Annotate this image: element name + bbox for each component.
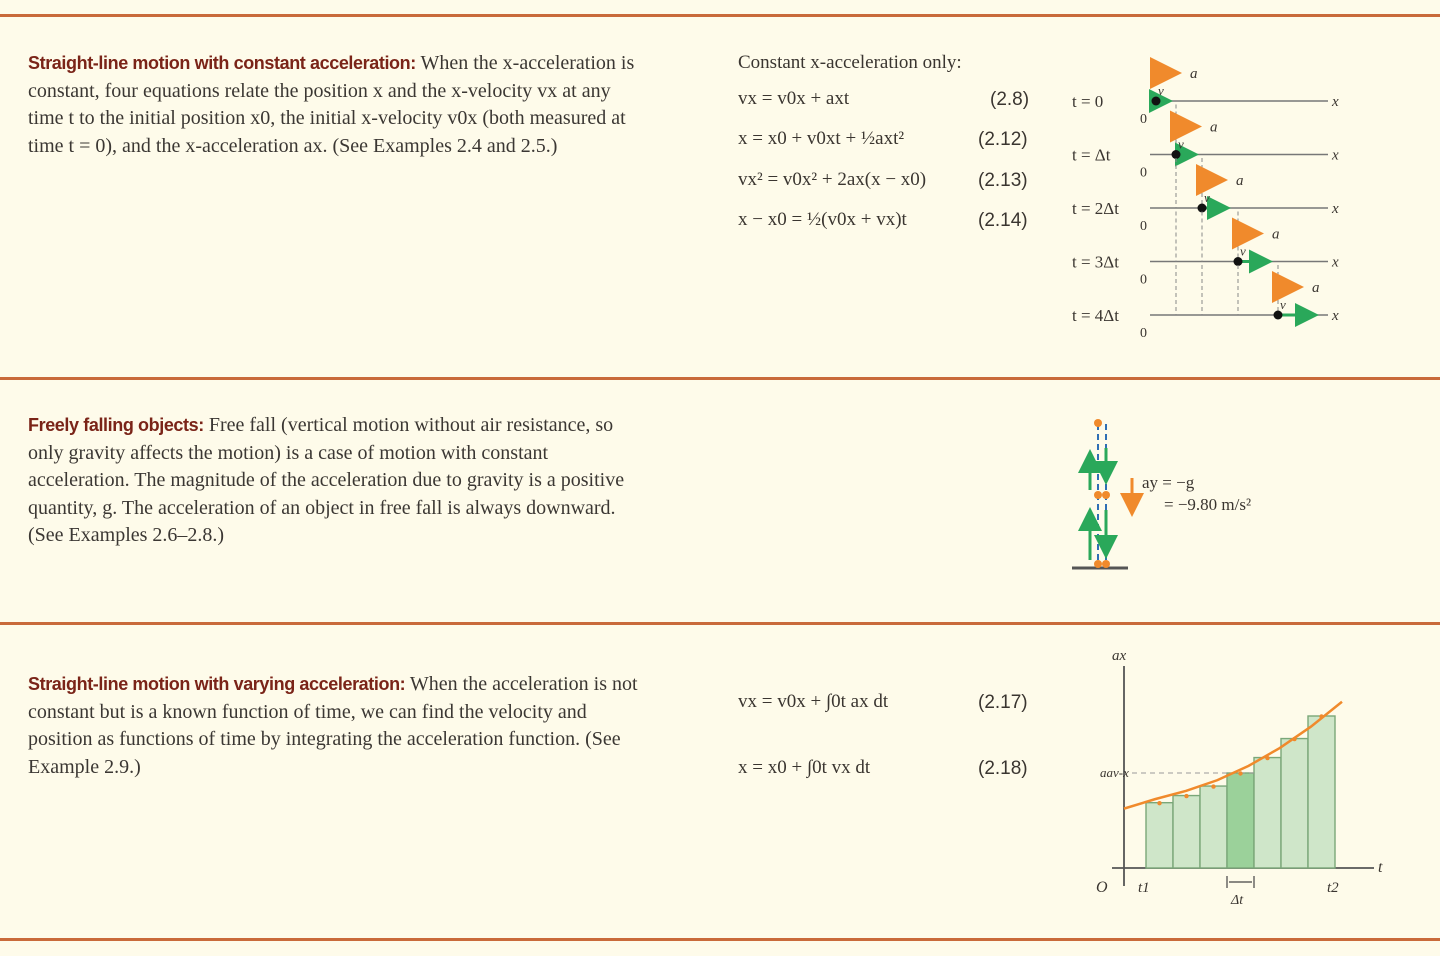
section-free-fall [0, 380, 1440, 622]
equation-2-17: vx = v0x + ∫0t ax dt [738, 691, 889, 712]
origin-label: O [1096, 879, 1108, 896]
dt-label: Δt [1231, 893, 1244, 908]
equation-number-2-14: (2.14) [978, 210, 1028, 231]
bar [1200, 786, 1227, 868]
section-heading: Straight-line motion with varying acceleration: [28, 674, 406, 694]
bar [1227, 773, 1254, 868]
ball-down [1102, 491, 1110, 499]
row-axis-label: x [1332, 201, 1339, 217]
row-time-label: t = 2Δt [1072, 199, 1119, 218]
bar-sample-point [1238, 771, 1242, 775]
particle [1152, 97, 1161, 106]
average-label: aav-x [1100, 765, 1129, 780]
bar [1308, 716, 1335, 868]
acceleration-graph [1080, 625, 1383, 915]
section-constant-acceleration [0, 0, 1440, 377]
velocity-label: v [1158, 83, 1164, 98]
equation-number-2-12: (2.12) [978, 129, 1028, 150]
section-body: When the x-acceleration is constant, four equations relate the position x and the x-velocity vx at any time t to the initial position x0, the initial x-velocity v0x (both measured at time t = 0), and the x-acceleration ax. (See Examples 2.4 and 2.5.) [28, 52, 635, 157]
gravity-label-1: ay = −g [1142, 473, 1195, 492]
row-origin-label: 0 [1140, 326, 1147, 341]
row-axis-label: x [1332, 254, 1339, 271]
bar-sample-point [1319, 714, 1323, 718]
equation-number-2-8: (2.8) [990, 89, 1030, 110]
t2-label: t2 [1327, 880, 1339, 896]
section-heading: Straight-line motion with constant acceleration: [28, 53, 416, 73]
acceleration-label: a [1272, 226, 1280, 243]
y-axis-label: ax [1112, 648, 1127, 664]
bar-sample-point [1292, 737, 1296, 741]
bar-sample-point [1265, 756, 1269, 760]
section-description [28, 50, 648, 160]
equation-2-8: vx = v0x + axt [738, 88, 850, 109]
row-origin-label: 0 [1140, 165, 1147, 181]
section-varying-acceleration [0, 625, 1440, 938]
free-fall-diagram [1060, 410, 1300, 580]
ball-start [1094, 560, 1102, 568]
bar [1254, 758, 1281, 868]
bar-sample-point [1157, 801, 1161, 805]
bar-sample-point [1184, 794, 1188, 798]
equation-2-12: x = x0 + v0xt + ½axt² [738, 128, 905, 149]
acceleration-label: a [1312, 280, 1320, 296]
bar-sample-point [1211, 784, 1215, 788]
equation-2-13: vx² = v0x² + 2ax(x − x0) [738, 169, 927, 190]
equations-subtitle: Constant x-acceleration only: [738, 52, 962, 73]
acceleration-label: a [1190, 66, 1198, 82]
ball-top [1094, 419, 1102, 427]
row-axis-label: x [1332, 147, 1339, 164]
equation-2-14: x − x0 = ½(v0x + vx)t [738, 209, 907, 230]
velocity-label: v [1204, 190, 1210, 205]
bar [1281, 739, 1308, 868]
equation-number-2-13: (2.13) [978, 170, 1028, 191]
motion-diagram [1060, 55, 1360, 355]
ball-end [1102, 560, 1110, 568]
row-origin-label: 0 [1140, 112, 1147, 127]
section-description [28, 412, 648, 550]
velocity-label: v [1240, 243, 1246, 259]
ball-up [1094, 491, 1102, 499]
acceleration-label: a [1210, 119, 1218, 136]
velocity-label: v [1178, 136, 1184, 152]
row-time-label: t = Δt [1072, 145, 1111, 165]
t1-label: t1 [1138, 880, 1150, 896]
particle [1198, 204, 1207, 213]
particle [1274, 311, 1283, 320]
row-time-label: t = 4Δt [1072, 306, 1119, 325]
row-origin-label: 0 [1140, 219, 1147, 234]
row-axis-label: x [1332, 308, 1339, 324]
divider-bottom [0, 938, 1440, 941]
bar [1146, 803, 1173, 868]
section-heading: Freely falling objects: [28, 415, 204, 435]
equation-2-18: x = x0 + ∫0t vx dt [738, 757, 871, 778]
particle [1234, 257, 1243, 266]
row-axis-label: x [1332, 94, 1339, 110]
row-time-label: t = 0 [1072, 92, 1104, 111]
section-body: Free fall (vertical motion without air resistance, so only gravity affects the motion) is a case of motion with constant acceleration. The magnitude of the acceleration due to gravity is a positive quantity, g. The acceleration of an object in free fall is always downward. (See Examples 2.6–2.8.) [28, 414, 625, 546]
gravity-label-2: = −9.80 m/s² [1164, 495, 1252, 514]
x-axis-label: t [1378, 859, 1383, 876]
acceleration-label: a [1236, 173, 1244, 189]
row-time-label: t = 3Δt [1072, 252, 1119, 272]
equation-number-2-18: (2.18) [978, 758, 1028, 779]
velocity-label: v [1280, 297, 1286, 312]
bar [1173, 796, 1200, 868]
row-origin-label: 0 [1140, 272, 1147, 288]
particle [1172, 150, 1181, 159]
equation-number-2-17: (2.17) [978, 692, 1028, 713]
section-description [28, 671, 648, 781]
section-body: When the acceleration is not constant but is a known function of time, we can find the velocity and position as functions of time by integrating the acceleration function. (See Example 2.9.) [28, 673, 638, 778]
